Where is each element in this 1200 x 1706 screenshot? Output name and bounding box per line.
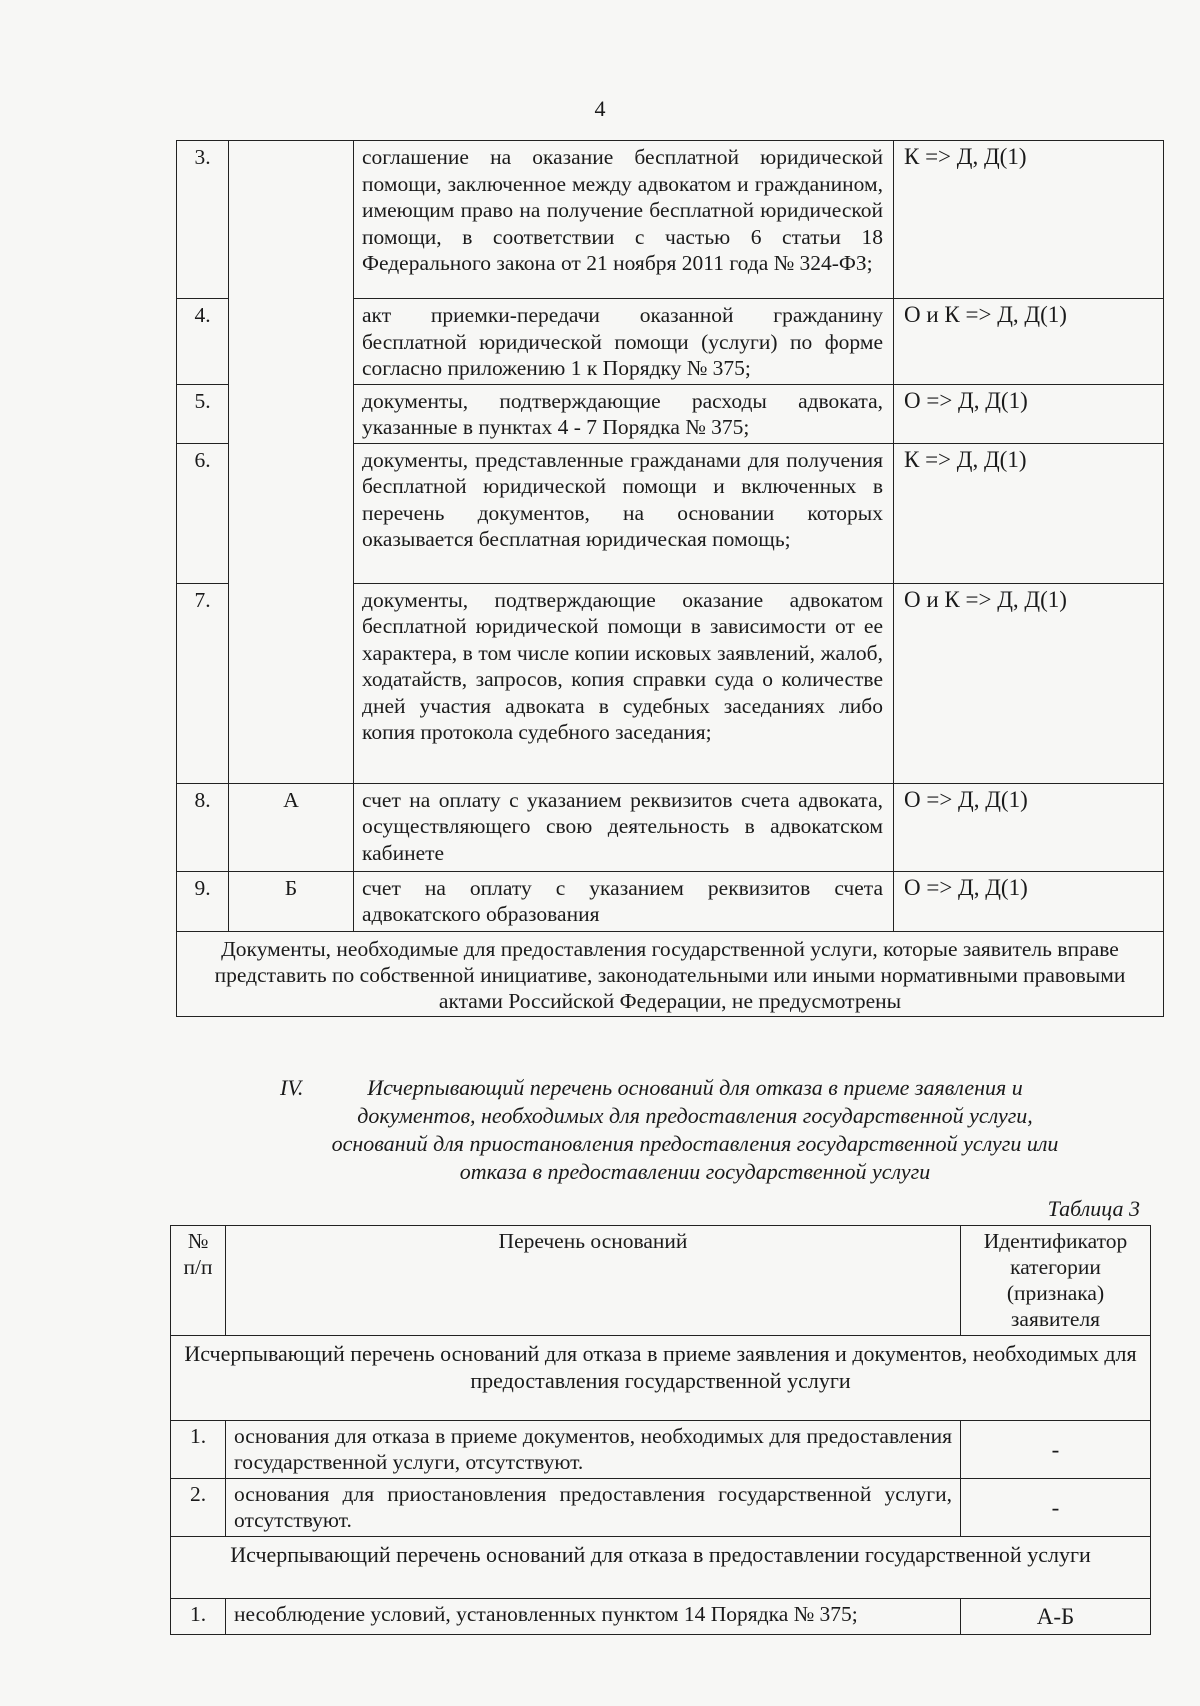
- row-description: счет на оплату с указанием реквизитов счета адвоката, осуществляющего свою деятельность в адвокатском кабинете: [354, 783, 894, 871]
- row-category: Б: [229, 871, 354, 931]
- row-number: 6.: [177, 443, 229, 583]
- row-number: 3.: [177, 141, 229, 299]
- row-identifier: К => Д, Д(1): [894, 141, 1164, 299]
- row-identifier: -: [961, 1479, 1151, 1537]
- table-caption: Таблица 3: [1047, 1196, 1140, 1221]
- section-roman-number: IV.: [280, 1075, 304, 1100]
- row-identifier: О => Д, Д(1): [894, 384, 1164, 443]
- row-description: акт приемки-передачи оказанной гражданину бесплатной юридической помощи (услуги) по форме согласно приложению 1 к Порядку № 375;: [354, 299, 894, 385]
- section-heading: [230, 1074, 1160, 1186]
- row-number: 2.: [171, 1479, 226, 1537]
- row-description: документы, подтверждающие расходы адвоката, указанные в пунктах 4 - 7 Порядка № 375;: [354, 384, 894, 443]
- table-row: [171, 1479, 1151, 1537]
- section-heading-line: документов, необходимых для предоставления государственной услуги,: [357, 1103, 1033, 1128]
- group-title: Исчерпывающий перечень оснований для отказа в предоставлении государственной услуги: [171, 1537, 1151, 1599]
- row-number: 1.: [171, 1599, 226, 1635]
- section-heading-line: Исчерпывающий перечень оснований для отказа в приеме заявления и: [367, 1075, 1023, 1100]
- row-number: 9.: [177, 871, 229, 931]
- header-reasons: Перечень оснований: [226, 1226, 961, 1336]
- row-description: основания для приостановления предоставления государственной услуги, отсутствуют.: [226, 1479, 961, 1537]
- row-description: документы, подтверждающие оказание адвокатом бесплатной юридической помощи в зависимости от ее характера, в том числе копии исковых заявлений, жалоб, ходатайств, запросов, копия справки суда о количестве дней участия адвоката в судебных заседаниях либо копия протокола судебного заседания;: [354, 583, 894, 783]
- row-description: соглашение на оказание бесплатной юридической помощи, заключенное между адвокатом и гражданином, имеющим право на получение бесплатной юридической помощи, в соответствии с частью 6 статьи 18 Федерального закона от 21 ноября 2011 года № 324-ФЗ;: [354, 141, 894, 299]
- documents-table-continuation: [176, 140, 1164, 1017]
- table-row: [177, 871, 1164, 931]
- row-identifier: О => Д, Д(1): [894, 871, 1164, 931]
- row-identifier: О и К => Д, Д(1): [894, 583, 1164, 783]
- row-category: А: [229, 783, 354, 871]
- row-description: счет на оплату с указанием реквизитов счета адвокатского образования: [354, 871, 894, 931]
- row-description: несоблюдение условий, установленных пунктом 14 Порядка № 375;: [226, 1599, 961, 1635]
- table-note-row: [177, 931, 1164, 1016]
- row-identifier: -: [961, 1421, 1151, 1479]
- table-note: Документы, необходимые для предоставления государственной услуги, которые заявитель вправе представить по собственной инициативе, законодательными или иными нормативными правовыми актами Российской Федерации, не предусмотрены: [177, 931, 1164, 1016]
- group-title-row: [171, 1537, 1151, 1599]
- header-number: № п/п: [171, 1226, 226, 1336]
- row-description: основания для отказа в приеме документов, необходимых для предоставления государственной услуги, отсутствуют.: [226, 1421, 961, 1479]
- row-number: 4.: [177, 299, 229, 385]
- header-identifier: Идентификатор категории (признака) заявителя: [961, 1226, 1151, 1336]
- row-identifier: О => Д, Д(1): [894, 783, 1164, 871]
- row-number: 7.: [177, 583, 229, 783]
- row-identifier: К => Д, Д(1): [894, 443, 1164, 583]
- group-title: Исчерпывающий перечень оснований для отказа в приеме заявления и документов, необходимых для предоставления государственной услуги: [171, 1336, 1151, 1421]
- refusal-reasons-table: [170, 1225, 1151, 1635]
- table-header-row: [171, 1226, 1151, 1336]
- row-number: 1.: [171, 1421, 226, 1479]
- row-identifier: А-Б: [961, 1599, 1151, 1635]
- row-number: 8.: [177, 783, 229, 871]
- table-row: [171, 1599, 1151, 1635]
- table-row: [171, 1421, 1151, 1479]
- row-description: документы, представленные гражданами для получения бесплатной юридической помощи и включенных в перечень документов, на основании которых оказывается бесплатная юридическая помощь;: [354, 443, 894, 583]
- row-number: 5.: [177, 384, 229, 443]
- section-heading-line: отказа в предоставлении государственной услуги: [459, 1159, 931, 1184]
- table-row: [177, 783, 1164, 871]
- page-number: 4: [594, 96, 606, 121]
- group-title-row: [171, 1336, 1151, 1421]
- table-row: [177, 141, 1164, 299]
- section-heading-line: оснований для приостановления предоставления государственной услуги или: [331, 1131, 1059, 1156]
- row-identifier: О и К => Д, Д(1): [894, 299, 1164, 385]
- row-category: [229, 141, 354, 784]
